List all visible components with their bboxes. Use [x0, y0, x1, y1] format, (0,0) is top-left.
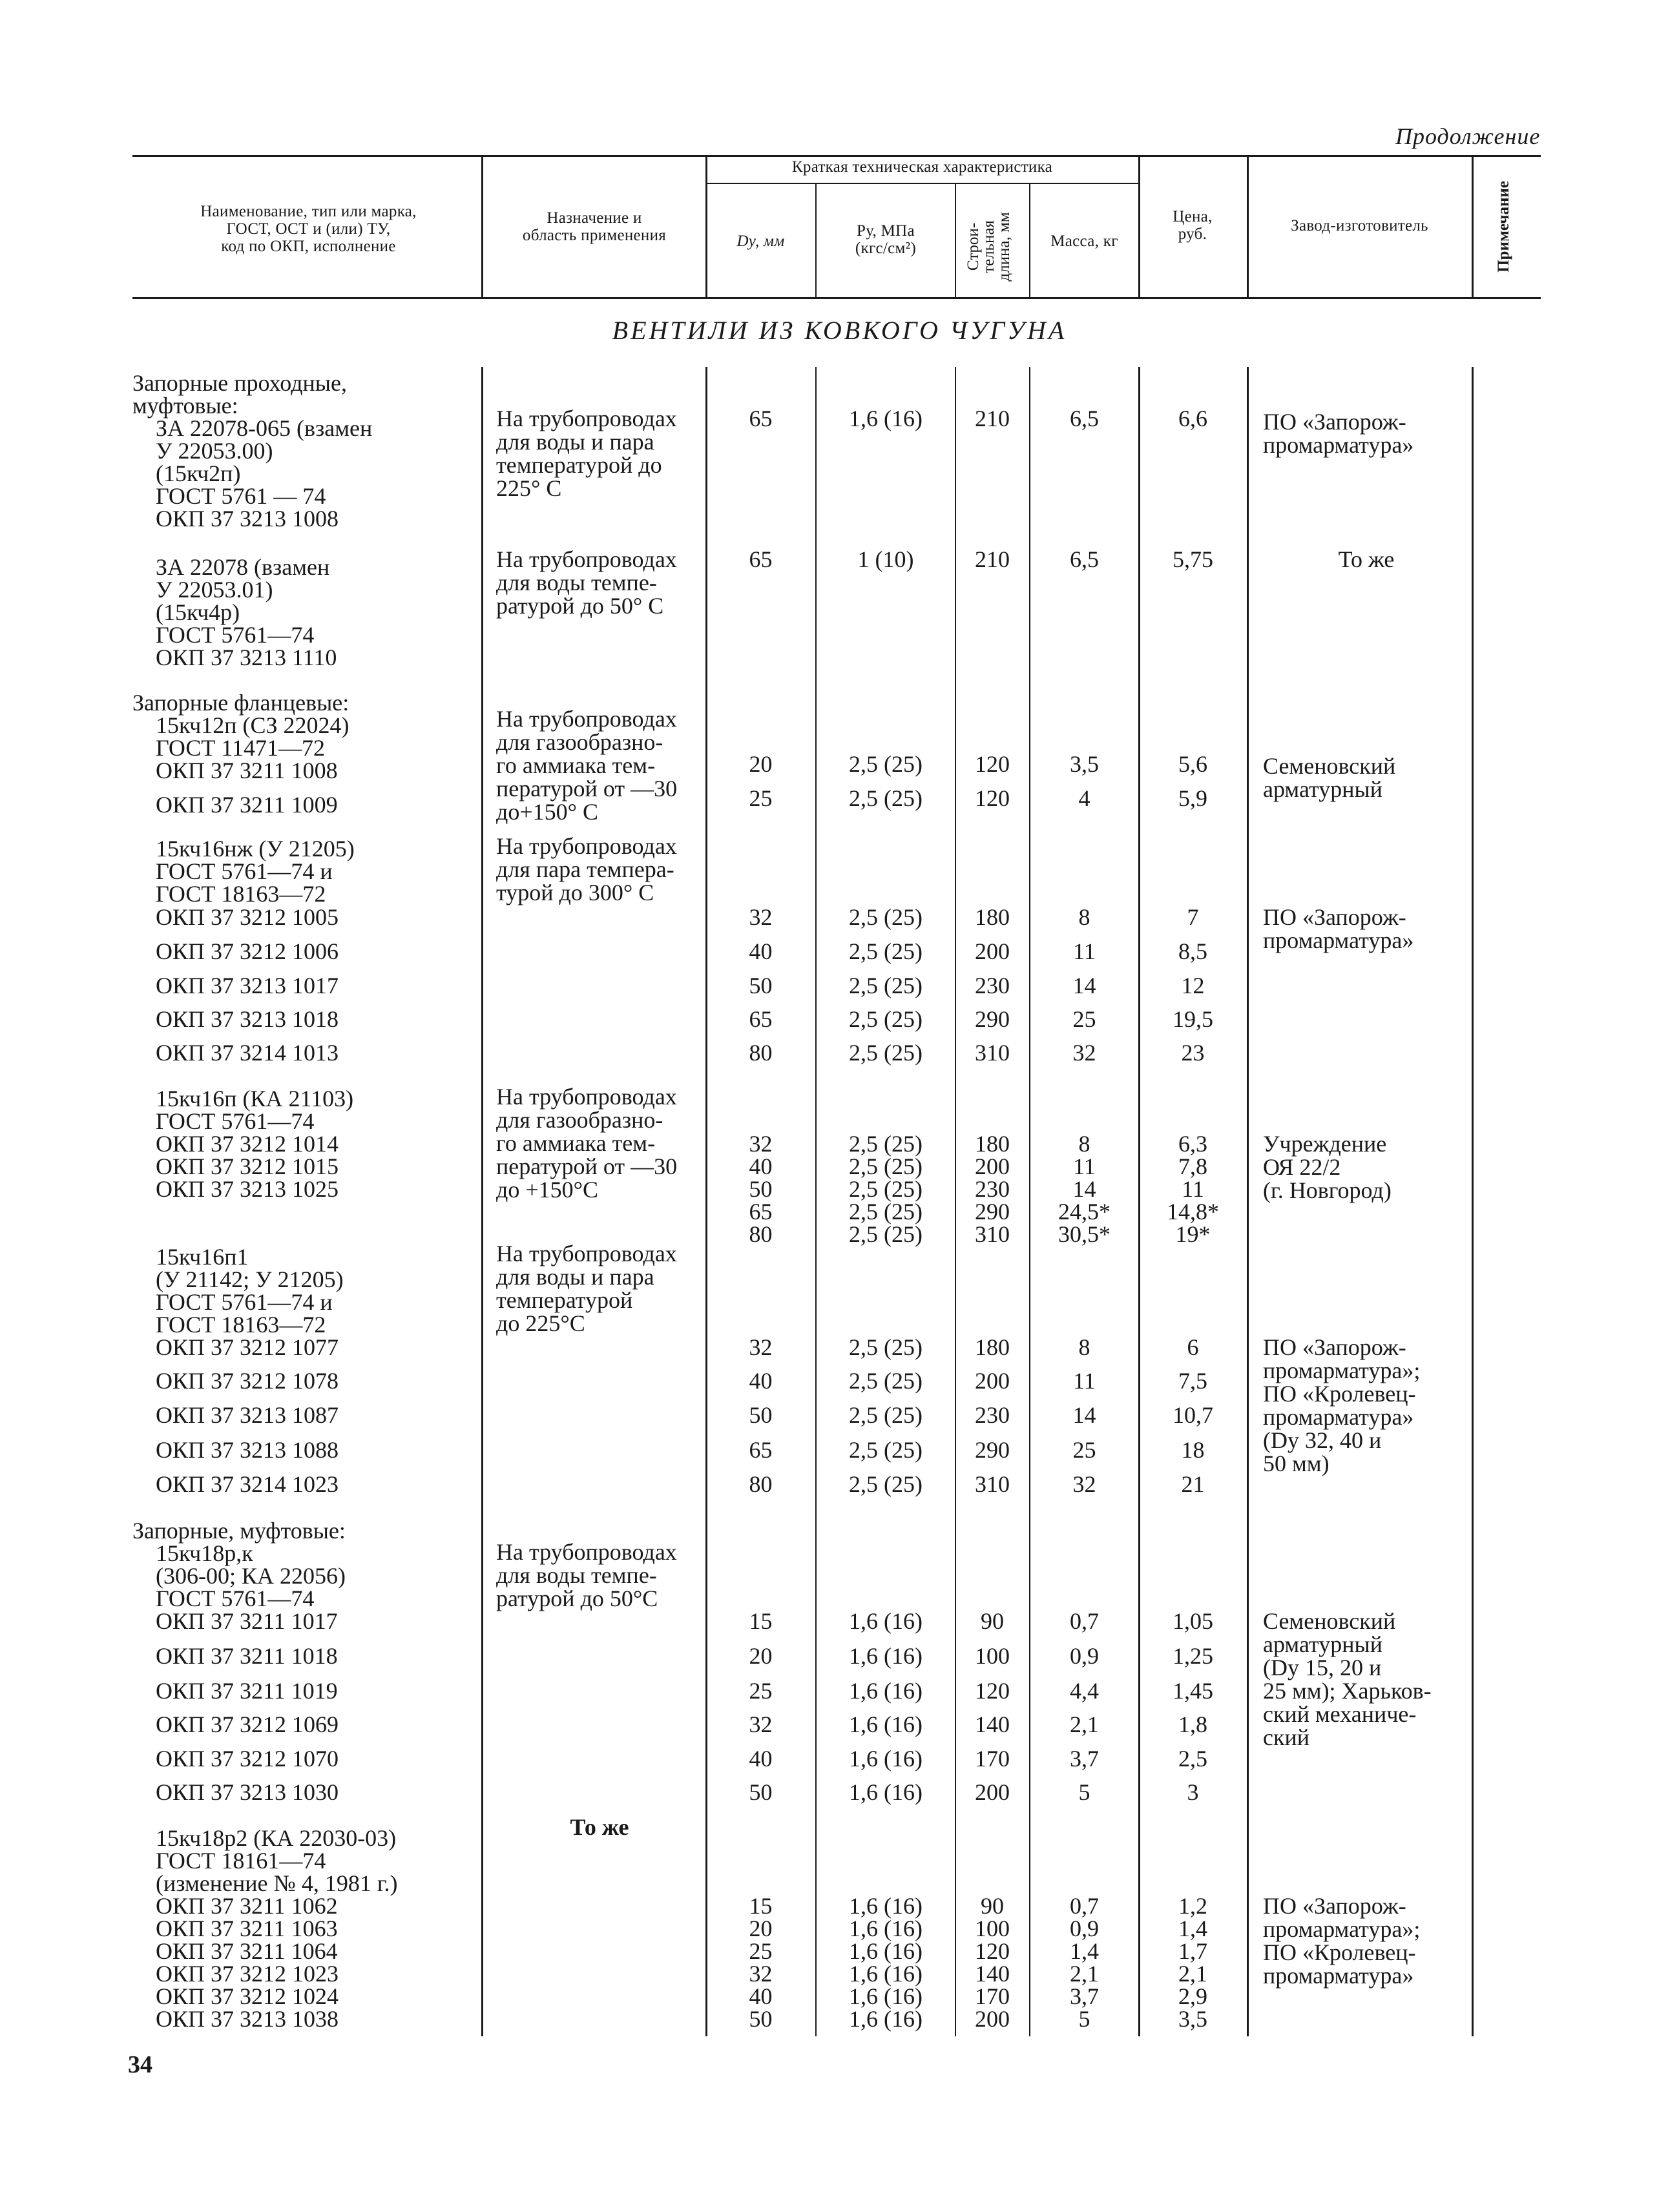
price-cell: 10,7: [1173, 1402, 1213, 1428]
name-line: ОКП 37 3213 1017: [132, 973, 339, 998]
price-cell: 7,5: [1178, 1368, 1207, 1394]
purpose-cell: На трубопроводах для газообразно- го аммиака тем- пературой от —30 до+150° С: [496, 706, 678, 825]
dy-cell: 50: [749, 1176, 773, 1202]
price-cell: 6: [1187, 1334, 1199, 1360]
name-line: (15кч2п): [132, 460, 241, 486]
name-line: ОКП 37 3211 1063: [132, 1916, 338, 1941]
purpose-cell: На трубопроводах для воды и пара температурой до 225° С: [496, 406, 677, 501]
py-cell: 1,6 (16): [849, 2006, 923, 2032]
py-cell: 1,6 (16): [849, 1746, 923, 1772]
dy-cell: 65: [749, 546, 773, 572]
dy-cell: 40: [749, 1153, 773, 1179]
manufacturer-cell: То же: [1338, 546, 1395, 572]
name-line: ОКП 37 3213 1087: [132, 1402, 339, 1428]
hdr-sep-2: [705, 155, 707, 297]
name-line: ОКП 37 3213 1018: [132, 1006, 339, 1032]
mass-cell: 32: [1072, 1471, 1096, 1497]
price-cell: 3,5: [1178, 2006, 1207, 2032]
manufacturer-cell: ПО «Запорож- промарматура»; ПО «Кролевец- промарматура»: [1263, 1893, 1421, 1989]
py-cell: 1 (10): [857, 546, 914, 572]
length-cell: 230: [975, 1176, 1010, 1202]
price-cell: 2,5: [1178, 1746, 1207, 1772]
dy-cell: 32: [749, 1961, 773, 1987]
py-cell: 2,5 (25): [849, 1199, 923, 1225]
body-sep-5: [1029, 367, 1030, 2036]
name-line: ОКП 37 3212 1070: [132, 1746, 339, 1772]
price-cell: 5,75: [1173, 546, 1213, 572]
price-cell: 12: [1181, 973, 1205, 998]
price-cell: 1,2: [1178, 1893, 1207, 1919]
name-line: У 22053.00): [132, 438, 273, 464]
py-cell: 2,5 (25): [849, 938, 923, 964]
py-cell: 1,6 (16): [849, 1711, 923, 1737]
purpose-cell: То же: [570, 1814, 629, 1840]
purpose-cell: На трубопроводах для воды и пара температурой до 225°С: [496, 1241, 677, 1336]
price-cell: 19,5: [1173, 1006, 1213, 1032]
name-line: ОКП 37 3213 1008: [132, 506, 339, 532]
mass-cell: 11: [1073, 1153, 1096, 1179]
page-number: 34: [128, 2051, 152, 2078]
manufacturer-cell: Семеновский арматурный: [1263, 753, 1396, 802]
name-line: (15кч4р): [132, 599, 240, 625]
dy-cell: 40: [749, 1368, 773, 1394]
price-cell: 6,6: [1178, 406, 1207, 431]
header-py: Pу, МПа (кгс/см²): [855, 222, 917, 257]
dy-cell: 40: [749, 938, 773, 964]
py-cell: 1,6 (16): [849, 406, 923, 431]
dy-cell: 65: [749, 1006, 773, 1032]
mass-cell: 8: [1078, 1131, 1090, 1157]
mass-cell: 25: [1072, 1006, 1096, 1032]
name-line: ОКП 37 3211 1017: [132, 1608, 338, 1634]
manufacturer-cell: Семеновский арматурный (Dу 15, 20 и 25 мм); Харьков- ский механиче- ский: [1263, 1608, 1432, 1750]
dy-cell: 25: [749, 1938, 773, 1964]
name-line: (306-00; КА 22056): [132, 1563, 346, 1589]
mass-cell: 30,5*: [1058, 1221, 1111, 1247]
py-cell: 2,5 (25): [849, 1334, 923, 1360]
length-cell: 310: [975, 1471, 1010, 1497]
py-cell: 1,6 (16): [849, 1961, 923, 1987]
dy-cell: 50: [749, 1402, 773, 1428]
header-length: Строи- тельная длина, мм: [965, 212, 1013, 282]
name-line: 15кч18р2 (КА 22030-03): [132, 1825, 397, 1851]
py-cell: 2,5 (25): [849, 1040, 923, 1066]
dy-cell: 50: [749, 1779, 773, 1805]
name-line: 15кч12п (СЗ 22024): [132, 712, 349, 738]
name-line: ГОСТ 5761—74 и: [132, 858, 333, 884]
length-cell: 170: [975, 1746, 1010, 1772]
dy-cell: 80: [749, 1471, 773, 1497]
price-cell: 18: [1181, 1437, 1205, 1463]
dy-cell: 80: [749, 1040, 773, 1066]
continuation-label: Продолжение: [1395, 123, 1541, 149]
price-cell: 1,25: [1173, 1643, 1213, 1669]
mass-cell: 4,4: [1070, 1678, 1099, 1704]
price-cell: 2,9: [1178, 1983, 1207, 2009]
length-cell: 120: [975, 751, 1010, 777]
length-cell: 200: [975, 938, 1010, 964]
name-line: ОКП 37 3212 1077: [132, 1334, 339, 1360]
name-line: ОКП 37 3214 1023: [132, 1471, 339, 1497]
name-line: ОКП 37 3213 1025: [132, 1176, 339, 1202]
length-cell: 180: [975, 904, 1010, 930]
name-line: ОКП 37 3213 1088: [132, 1437, 339, 1463]
length-cell: 100: [975, 1643, 1010, 1669]
mass-cell: 3,7: [1070, 1746, 1099, 1772]
dy-cell: 40: [749, 1983, 773, 2009]
hdr-sep-8: [1472, 155, 1474, 297]
name-line: ОКП 37 3212 1078: [132, 1368, 339, 1394]
dy-cell: 50: [749, 2006, 773, 2032]
name-line: 15кч16нж (У 21205): [132, 836, 355, 862]
price-cell: 1,4: [1178, 1916, 1207, 1941]
name-line: ОКП 37 3214 1013: [132, 1040, 339, 1066]
length-cell: 200: [975, 1779, 1010, 1805]
purpose-cell: На трубопроводах для газообразно- го аммиака тем- пературой от —30 до +150°С: [496, 1084, 678, 1203]
length-cell: 180: [975, 1334, 1010, 1360]
dy-cell: 50: [749, 973, 773, 998]
name-line: (У 21142; У 21205): [132, 1266, 344, 1292]
length-cell: 140: [975, 1961, 1010, 1987]
py-cell: 2,5 (25): [849, 1402, 923, 1428]
dy-cell: 32: [749, 1711, 773, 1737]
mass-cell: 0,9: [1070, 1643, 1099, 1669]
dy-cell: 65: [749, 406, 773, 431]
name-line: Запорные фланцевые:: [132, 690, 349, 716]
mass-cell: 8: [1078, 904, 1090, 930]
dy-cell: 65: [749, 1199, 773, 1225]
name-line: ГОСТ 18161—74: [132, 1848, 326, 1874]
price-cell: 6,3: [1178, 1131, 1207, 1157]
name-line: Запорные проходные,: [132, 370, 347, 396]
name-line: ОКП 37 3212 1015: [132, 1153, 339, 1179]
header-price: Цена, руб.: [1173, 208, 1213, 243]
name-line: ОКП 37 3211 1019: [132, 1678, 338, 1704]
purpose-cell: На трубопроводах для воды темпе- ратурой до 50° С: [496, 546, 677, 619]
length-cell: 310: [975, 1040, 1010, 1066]
body-sep-3: [815, 367, 817, 2036]
dy-cell: 15: [749, 1608, 773, 1634]
name-line: Запорные, муфтовые:: [132, 1518, 346, 1544]
price-cell: 14,8*: [1167, 1199, 1219, 1225]
price-cell: 11: [1182, 1176, 1204, 1202]
length-cell: 210: [975, 406, 1010, 431]
name-line: 15кч18р,к: [132, 1540, 253, 1566]
header-dy: Dу, мм: [736, 233, 785, 250]
length-cell: 90: [981, 1893, 1004, 1919]
price-cell: 19*: [1175, 1221, 1211, 1247]
name-line: ОКП 37 3212 1024: [132, 1983, 339, 2009]
hdr-sep-3: [815, 183, 817, 297]
manufacturer-cell: ПО «Запорож- промарматура»: [1263, 904, 1414, 953]
header-purpose: Назначение и область применения: [522, 209, 667, 244]
manufacturer-cell: Учреждение ОЯ 22/2 (г. Новгород): [1263, 1131, 1392, 1203]
hdr-sep-4: [955, 183, 956, 297]
name-line: ОКП 37 3213 1030: [132, 1779, 339, 1805]
dy-cell: 25: [749, 785, 773, 811]
py-cell: 2,5 (25): [849, 751, 923, 777]
name-line: У 22053.01): [132, 577, 273, 603]
header-name: Наименование, тип или марка, ГОСТ, ОСТ и (или) ТУ, код по ОКП, исполнение: [200, 203, 417, 255]
mass-cell: 14: [1072, 1402, 1096, 1428]
name-line: ГОСТ 5761—74: [132, 1586, 315, 1611]
header-bottom-rule: [132, 297, 1541, 299]
dy-cell: 80: [749, 1221, 773, 1247]
py-cell: 2,5 (25): [849, 973, 923, 998]
length-cell: 200: [975, 2006, 1010, 2032]
py-cell: 2,5 (25): [849, 1221, 923, 1247]
dy-cell: 20: [749, 1643, 773, 1669]
name-line: ГОСТ 5761—74 и: [132, 1289, 333, 1315]
body-sep-1: [481, 367, 483, 2036]
dy-cell: 20: [749, 751, 773, 777]
py-cell: 2,5 (25): [849, 904, 923, 930]
length-cell: 290: [975, 1437, 1010, 1463]
table-top-rule: [132, 155, 1541, 157]
py-cell: 1,6 (16): [849, 1643, 923, 1669]
name-line: ОКП 37 3211 1064: [132, 1938, 338, 1964]
header-manufacturer: Завод-изготовитель: [1291, 217, 1428, 234]
dy-cell: 32: [749, 1131, 773, 1157]
purpose-cell: На трубопроводах для воды темпе- ратурой до 50°С: [496, 1539, 677, 1611]
name-line: ОКП 37 3212 1023: [132, 1961, 339, 1987]
price-cell: 21: [1181, 1471, 1205, 1497]
mass-cell: 2,1: [1070, 1711, 1099, 1737]
py-cell: 2,5 (25): [849, 785, 923, 811]
mass-cell: 8: [1078, 1334, 1090, 1360]
name-line: ОКП 37 3212 1006: [132, 938, 339, 964]
length-cell: 120: [975, 785, 1010, 811]
length-cell: 180: [975, 1131, 1010, 1157]
dy-cell: 65: [749, 1437, 773, 1463]
dy-cell: 15: [749, 1893, 773, 1919]
mass-cell: 11: [1073, 1368, 1096, 1394]
py-cell: 1,6 (16): [849, 1779, 923, 1805]
length-cell: 230: [975, 973, 1010, 998]
name-line: ОКП 37 3213 1110: [132, 645, 337, 670]
length-cell: 90: [981, 1608, 1004, 1634]
manufacturer-cell: ПО «Запорож- промарматура»: [1263, 409, 1414, 458]
name-line: ГОСТ 18163—72: [132, 881, 326, 907]
mass-cell: 32: [1072, 1040, 1096, 1066]
name-line: ОКП 37 3212 1014: [132, 1131, 339, 1157]
length-cell: 230: [975, 1402, 1010, 1428]
mass-cell: 24,5*: [1058, 1199, 1111, 1225]
name-line: ОКП 37 3211 1008: [132, 758, 338, 783]
price-cell: 1,7: [1178, 1938, 1207, 1964]
mass-cell: 11: [1073, 938, 1096, 964]
mass-cell: 5: [1078, 1779, 1090, 1805]
dy-cell: 25: [749, 1678, 773, 1704]
py-cell: 2,5 (25): [849, 1176, 923, 1202]
length-cell: 200: [975, 1153, 1010, 1179]
name-line: ОКП 37 3212 1005: [132, 904, 339, 930]
py-cell: 1,6 (16): [849, 1938, 923, 1964]
section-title: ВЕНТИЛИ ИЗ КОВКОГО ЧУГУНА: [612, 316, 1067, 345]
name-line: ГОСТ 11471—72: [132, 735, 326, 761]
length-cell: 100: [975, 1916, 1010, 1941]
price-cell: 2,1: [1178, 1961, 1207, 1987]
mass-cell: 1,4: [1070, 1938, 1099, 1964]
mass-cell: 0,7: [1070, 1893, 1099, 1919]
py-cell: 1,6 (16): [849, 1983, 923, 2009]
length-cell: 170: [975, 1983, 1010, 2009]
purpose-cell: На трубопроводах для пара темпера- турой до 300° С: [496, 833, 677, 905]
mass-cell: 14: [1072, 1176, 1096, 1202]
mass-cell: 2,1: [1070, 1961, 1099, 1987]
name-line: ОКП 37 3212 1069: [132, 1711, 339, 1737]
name-line: 15кч16п1: [132, 1244, 249, 1270]
price-cell: 1,8: [1178, 1711, 1207, 1737]
py-cell: 2,5 (25): [849, 1471, 923, 1497]
mass-cell: 5: [1078, 2006, 1090, 2032]
mass-cell: 3,5: [1070, 751, 1099, 777]
header-tech-group: Краткая техническая характеристика: [791, 158, 1053, 176]
dy-cell: 20: [749, 1916, 773, 1941]
name-line: 15кч16п (КА 21103): [132, 1086, 354, 1111]
price-cell: 1,05: [1173, 1608, 1213, 1634]
manufacturer-cell: ПО «Запорож- промарматура»; ПО «Кролевец- промарматура» (Dу 32, 40 и 50 мм): [1263, 1334, 1421, 1476]
hdr-sep-1: [481, 155, 483, 297]
py-cell: 2,5 (25): [849, 1437, 923, 1463]
price-cell: 5,9: [1178, 785, 1207, 811]
py-cell: 2,5 (25): [849, 1006, 923, 1032]
dy-cell: 40: [749, 1746, 773, 1772]
py-cell: 2,5 (25): [849, 1368, 923, 1394]
mass-cell: 4: [1078, 785, 1090, 811]
body-sep-8: [1472, 367, 1474, 2036]
py-cell: 2,5 (25): [849, 1131, 923, 1157]
py-cell: 1,6 (16): [849, 1678, 923, 1704]
body-sep-7: [1247, 367, 1249, 2036]
py-cell: 2,5 (25): [849, 1153, 923, 1179]
tech-group-rule: [705, 183, 1138, 184]
mass-cell: 6,5: [1070, 546, 1099, 572]
name-line: ОКП 37 3211 1062: [132, 1893, 338, 1919]
name-line: ОКП 37 3211 1009: [132, 792, 338, 818]
price-cell: 8,5: [1178, 938, 1207, 964]
body-sep-4: [955, 367, 956, 2036]
length-cell: 310: [975, 1221, 1010, 1247]
price-cell: 1,45: [1173, 1678, 1213, 1704]
name-line: ГОСТ 18163—72: [132, 1312, 326, 1338]
dy-cell: 32: [749, 904, 773, 930]
length-cell: 290: [975, 1199, 1010, 1225]
header-mass: Масса, кг: [1050, 233, 1118, 250]
name-line: ГОСТ 5761—74: [132, 622, 315, 648]
price-cell: 23: [1181, 1040, 1205, 1066]
py-cell: 1,6 (16): [849, 1916, 923, 1941]
length-cell: 120: [975, 1678, 1010, 1704]
header-note: Примечание: [1495, 181, 1512, 273]
name-line: ГОСТ 5761—74: [132, 1108, 315, 1134]
length-cell: 200: [975, 1368, 1010, 1394]
length-cell: 210: [975, 546, 1010, 572]
mass-cell: 0,9: [1070, 1916, 1099, 1941]
hdr-sep-5: [1029, 183, 1030, 297]
mass-cell: 6,5: [1070, 406, 1099, 431]
py-cell: 1,6 (16): [849, 1893, 923, 1919]
length-cell: 290: [975, 1006, 1010, 1032]
mass-cell: 14: [1072, 973, 1096, 998]
length-cell: 120: [975, 1938, 1010, 1964]
mass-cell: 3,7: [1070, 1983, 1099, 2009]
name-line: ЗА 22078 (взамен: [132, 554, 330, 580]
length-cell: 140: [975, 1711, 1010, 1737]
price-cell: 3: [1187, 1779, 1199, 1805]
mass-cell: 25: [1072, 1437, 1096, 1463]
name-line: (изменение № 4, 1981 г.): [132, 1870, 398, 1896]
dy-cell: 32: [749, 1334, 773, 1360]
mass-cell: 0,7: [1070, 1608, 1099, 1634]
price-cell: 7: [1187, 904, 1199, 930]
name-line: ЗА 22078-065 (взамен: [132, 415, 373, 441]
price-cell: 7,8: [1178, 1153, 1207, 1179]
name-line: ГОСТ 5761 — 74: [132, 483, 326, 509]
price-cell: 5,6: [1178, 751, 1207, 777]
py-cell: 1,6 (16): [849, 1608, 923, 1634]
name-line: ОКП 37 3211 1018: [132, 1643, 338, 1669]
name-line: ОКП 37 3213 1038: [132, 2006, 339, 2032]
name-line: муфтовые:: [132, 393, 238, 419]
